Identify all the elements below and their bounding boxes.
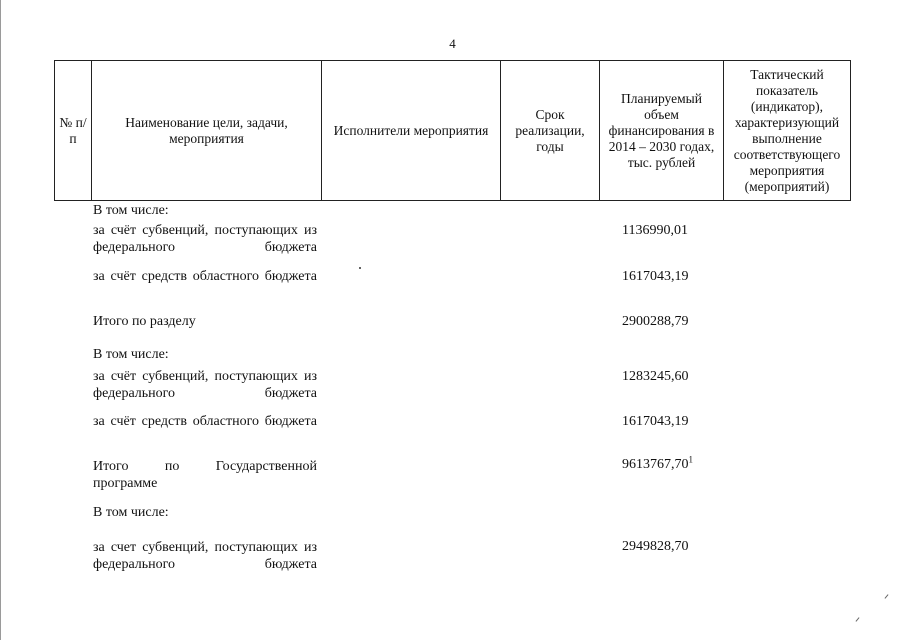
program-table-header [54,60,851,201]
page-edge-line [0,0,1,640]
row-value: 2949828,70 [622,539,689,554]
row-value: 1136990,01 [622,223,688,238]
scan-speck [885,594,889,598]
total-amount: 9613767,70 [622,457,689,472]
row-label: В том числе: [93,347,169,362]
row-label: за счёт средств областного бюджета [93,414,317,429]
row-value-total [622,456,693,473]
row-label: за счет субвенций, поступающих из федерального бюджета [93,540,317,572]
row-label: Итого по Государственной программе [93,459,317,491]
row-label: Итого по разделу [93,314,196,329]
row-label: за счёт субвенций, поступающих из федерального бюджета [93,223,317,255]
scan-speck [359,267,361,269]
scan-speck [856,617,860,621]
row-value: 1283245,60 [622,369,689,384]
row-label: за счёт средств областного бюджета [93,269,317,284]
header-term: Срок реализации, годы [501,61,600,201]
row-value: 1617043,19 [622,414,689,429]
header-number: № п/п [55,61,92,201]
header-indicator: Тактический показатель (индикатор), характеризующий выполнение соответствующего мероприятия (мероприятий) [724,61,851,201]
row-label: В том числе: [93,203,169,218]
page-number: 4 [449,36,456,51]
header-executors: Исполнители мероприятия [322,61,501,201]
row-label: В том числе: [93,505,169,520]
row-value: 2900288,79 [622,314,689,329]
header-row [55,61,851,201]
header-name: Наименование цели, задачи, мероприятия [92,61,322,201]
footnote-marker: 1 [688,454,693,465]
header-financing: Планируемый объем финансирования в 2014 – 2030 годах, тыс. рублей [600,61,724,201]
row-value: 1617043,19 [622,269,689,284]
row-label: за счёт субвенций, поступающих из федерального бюджета [93,369,317,401]
